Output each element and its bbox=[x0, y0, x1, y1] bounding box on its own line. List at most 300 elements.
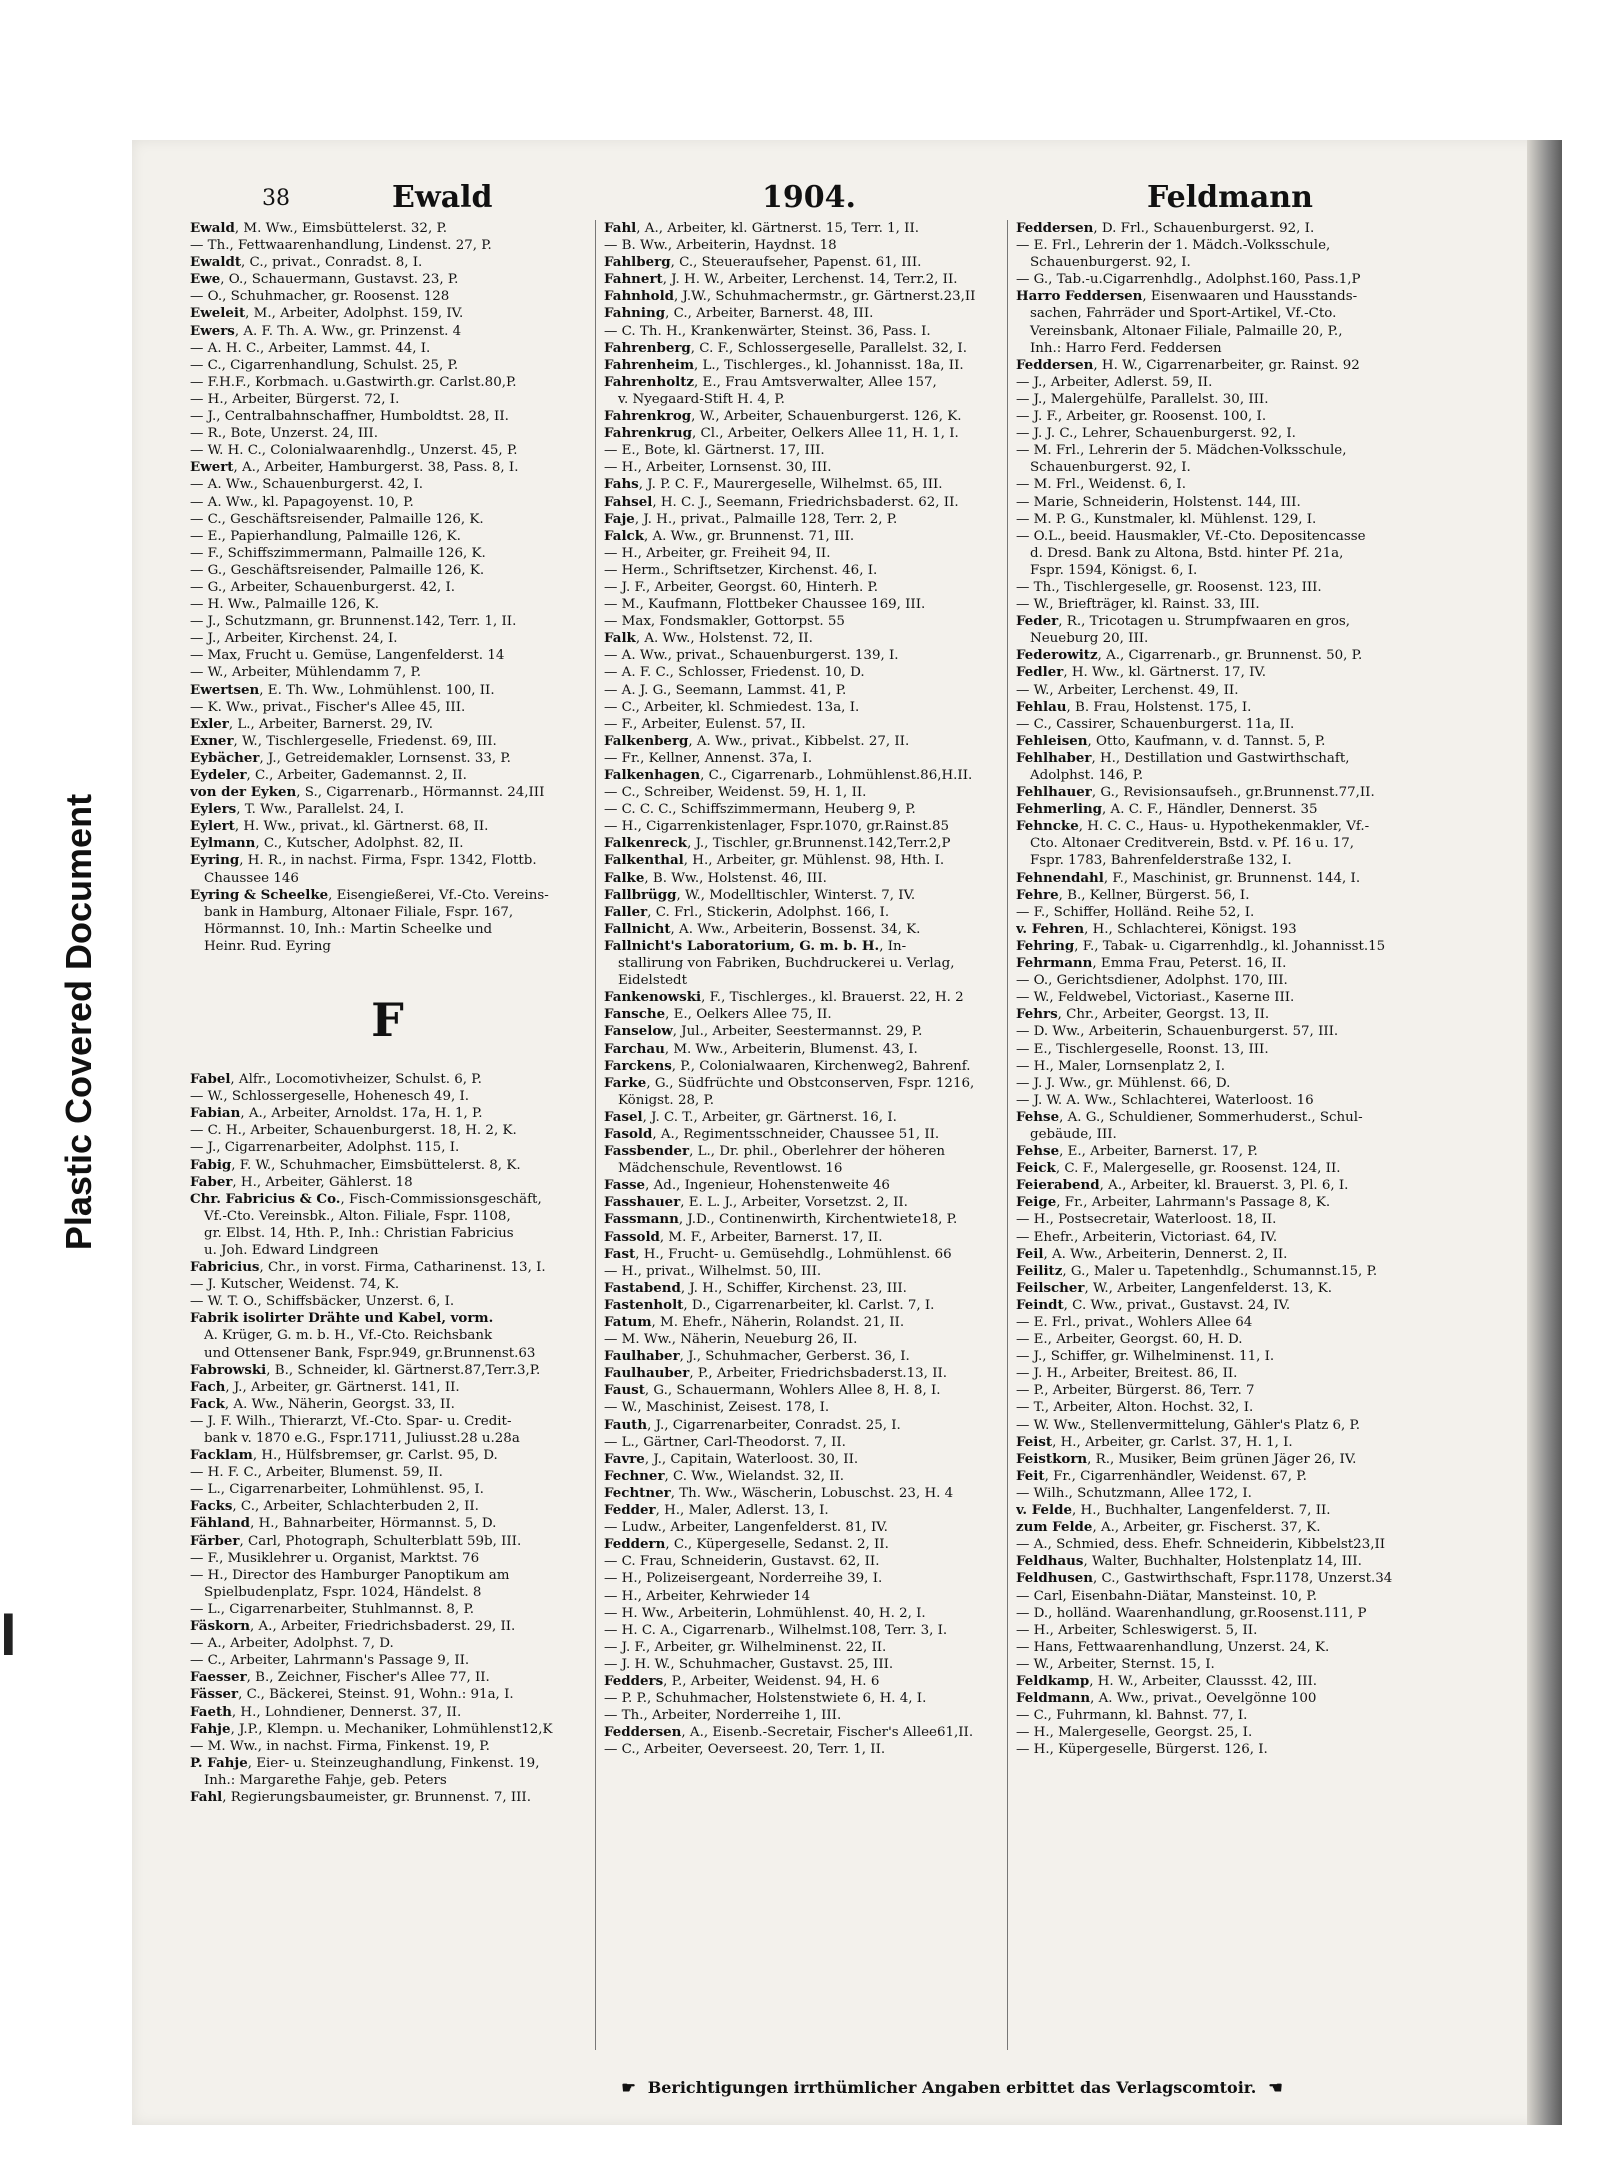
directory-entry bbox=[190, 750, 585, 767]
directory-entry bbox=[1016, 870, 1411, 887]
directory-entry bbox=[190, 1447, 585, 1464]
entry-details: , H., Hülfsbremser, gr. Carlst. 95, D. bbox=[252, 1448, 498, 1464]
entry-details: , Jul., Arbeiter, Seestermannst. 29, P. bbox=[672, 1024, 923, 1040]
entry-surname: Fauth bbox=[604, 1416, 648, 1433]
directory-entry bbox=[190, 1669, 585, 1686]
entry-details: , P., Arbeiter, Weidenst. 94, H. 6 bbox=[663, 1673, 880, 1689]
directory-entry bbox=[604, 1468, 999, 1485]
directory-entry bbox=[1016, 1690, 1411, 1707]
entry-surname: Harro Feddersen bbox=[1016, 288, 1143, 305]
entry-details: , J., Capitain, Waterloost. 30, II. bbox=[644, 1451, 859, 1467]
entry-surname: Fahrenkrug bbox=[604, 425, 692, 442]
entry-surname: Feldmann bbox=[1016, 1690, 1091, 1707]
entry-details: , J., Cigarrenarbeiter, Conradst. 25, I. bbox=[647, 1417, 901, 1433]
entry-continuation: sachen, Fahrräder und Sport-Artikel, Vf.-Cto. bbox=[1030, 306, 1337, 322]
page-footer bbox=[532, 2078, 1372, 2097]
entry-details: , H., Arbeiter, Gählerst. 18 bbox=[232, 1174, 413, 1190]
entry-details: , Eisenwaaren und Hausstands- bbox=[1142, 289, 1358, 305]
directory-entry bbox=[190, 1755, 585, 1772]
directory-subentry: — A. Ww., privat., Schauenburgerst. 139, I. bbox=[604, 648, 899, 664]
directory-entry bbox=[190, 767, 585, 784]
directory-entry bbox=[604, 989, 999, 1006]
entry-details: , H., Arbeiter, gr. Carlst. 37, H. 1, I. bbox=[1052, 1434, 1293, 1450]
column-left bbox=[190, 220, 585, 2050]
entry-details: , P., Arbeiter, Friedrichsbaderst.13, II. bbox=[689, 1366, 948, 1382]
entry-details: , G., Schauermann, Wohlers Allee 8, H. 8, I. bbox=[644, 1383, 941, 1399]
directory-entry bbox=[604, 852, 999, 869]
entry-details: , A. Ww., Näherin, Georgst. 33, II. bbox=[224, 1396, 455, 1412]
entry-surname: Fehnendahl bbox=[1016, 869, 1104, 886]
entry-details: , H. Ww., kl. Gärtnerst. 17, IV. bbox=[1063, 665, 1266, 681]
entry-details: , C. Frl., Stickerin, Adolphst. 166, I. bbox=[647, 904, 890, 920]
entry-surname: Fabian bbox=[190, 1105, 241, 1122]
directory-entry bbox=[1016, 818, 1411, 835]
entry-surname: Fahrenholtz bbox=[604, 373, 695, 390]
entry-details: , H., Maler, Adlerst. 13, I. bbox=[655, 1503, 829, 1519]
entry-surname: Fasse bbox=[604, 1177, 646, 1194]
directory-entry bbox=[604, 938, 999, 955]
directory-subentry: — W. H. C., Colonialwaarenhdlg., Unzerst. 45, P. bbox=[190, 443, 518, 459]
directory-subentry: — Herm., Schriftsetzer, Kirchenst. 46, I. bbox=[604, 562, 878, 578]
entry-details: , H., Bahnarbeiter, Hörmannst. 5, D. bbox=[250, 1516, 497, 1532]
entry-details: , A. Ww., gr. Brunnenst. 71, III. bbox=[643, 528, 855, 544]
directory-subentry: — G., Geschäftsreisender, Palmaille 126, K. bbox=[190, 562, 485, 578]
entry-surname: Färber bbox=[190, 1532, 240, 1549]
directory-entry bbox=[1016, 1502, 1411, 1519]
entry-surname: Fedder bbox=[604, 1502, 656, 1519]
entry-details: , C. F., Schlossergeselle, Parallelst. 32, I. bbox=[690, 340, 967, 356]
entry-surname: Falke bbox=[604, 869, 645, 886]
entry-details: , O., Schauermann, Gustavst. 23, P. bbox=[220, 272, 459, 288]
entry-details: , A., Arbeiter, kl. Gärtnerst. 15, Terr. 1, II. bbox=[636, 221, 919, 236]
directory-entry bbox=[604, 220, 999, 237]
year-heading: 1904. bbox=[762, 180, 856, 215]
entry-details: , Fr., Arbeiter, Lahrmann's Passage 8, K. bbox=[1056, 1195, 1331, 1211]
directory-entry bbox=[604, 767, 999, 784]
entry-continuation: Schauenburgerst. 92, I. bbox=[1030, 255, 1191, 271]
column-divider bbox=[595, 220, 596, 2050]
directory-entry bbox=[604, 1229, 999, 1246]
entry-details: , A. Ww., privat., Kibbelst. 27, II. bbox=[688, 733, 910, 749]
column-right bbox=[1016, 220, 1411, 2050]
directory-subentry: — Max, Frucht u. Gemüse, Langenfelderst. 14 bbox=[190, 648, 505, 664]
directory-entry bbox=[604, 1194, 999, 1211]
entry-surname: Falkenberg bbox=[604, 732, 689, 749]
entry-details: , B. Ww., Holstenst. 46, III. bbox=[644, 870, 827, 886]
directory-subentry: — H. Ww., Palmaille 126, K. bbox=[190, 597, 379, 613]
entry-surname: Chr. Fabricius & Co. bbox=[190, 1190, 341, 1207]
directory-entry bbox=[604, 1109, 999, 1126]
entry-details: , H. Ww., privat., kl. Gärtnerst. 68, II. bbox=[234, 819, 489, 835]
entry-details: , W., Arbeiter, Langenfelderst. 13, K. bbox=[1084, 1280, 1333, 1296]
directory-entry bbox=[1016, 1194, 1411, 1211]
entry-surname: Fahrenkrog bbox=[604, 408, 692, 425]
directory-subentry: — J., Malergehülfe, Parallelst. 30, III. bbox=[1016, 391, 1269, 407]
entry-surname: Exner bbox=[190, 732, 234, 749]
directory-subentry: — K. Ww., privat., Fischer's Allee 45, III. bbox=[190, 699, 466, 715]
entry-details: , Otto, Kaufmann, v. d. Tannst. 5, P. bbox=[1087, 733, 1326, 749]
entry-surname: Feilscher bbox=[1016, 1279, 1085, 1296]
entry-surname: Fehncke bbox=[1016, 818, 1079, 835]
directory-subentry: — J., Centralbahnschaffner, Humboldtst. 28, II. bbox=[190, 409, 509, 425]
entry-surname: Feddersen bbox=[1016, 220, 1094, 236]
entry-details: , M. Ww., Eimsbüttelerst. 32, P. bbox=[234, 221, 448, 236]
directory-entry bbox=[190, 323, 585, 340]
directory-subentry: — M. Frl., Lehrerin der 5. Mädchen-Volksschule, bbox=[1016, 443, 1347, 459]
directory-entry bbox=[1016, 733, 1411, 750]
entry-surname: Falk bbox=[604, 630, 636, 647]
entry-details: , Eier- u. Steinzeughandlung, Finkenst. 19, bbox=[247, 1755, 540, 1771]
entry-surname: Fehse bbox=[1016, 1143, 1060, 1160]
entry-surname: Fansche bbox=[604, 1006, 666, 1023]
directory-entry bbox=[604, 1126, 999, 1143]
entry-surname: Fallnicht bbox=[604, 920, 671, 937]
entry-details: , Carl, Photograph, Schulterblatt 59b, III. bbox=[239, 1533, 522, 1549]
directory-entry bbox=[190, 784, 585, 801]
directory-entry bbox=[1016, 699, 1411, 716]
directory-entry bbox=[190, 733, 585, 750]
directory-subentry: — T., Arbeiter, Alton. Hochst. 32, I. bbox=[1016, 1400, 1254, 1416]
entry-details: , A. Ww., Arbeiterin, Bossenst. 34, K. bbox=[670, 921, 921, 937]
entry-details: , G., Südfrüchte und Obstconserven, Fspr. 1216, bbox=[646, 1075, 975, 1091]
entry-continuation: gebäude, III. bbox=[1030, 1126, 1117, 1142]
entry-details: , Ad., Ingenieur, Hohenstenweite 46 bbox=[645, 1178, 890, 1194]
directory-entry bbox=[604, 835, 999, 852]
entry-surname: Feige bbox=[1016, 1194, 1057, 1211]
directory-entry bbox=[190, 1362, 585, 1379]
directory-entry bbox=[190, 1533, 585, 1550]
entry-surname: Ewers bbox=[190, 322, 235, 339]
entry-details: , A., Arbeiter, Hamburgerst. 38, Pass. 8, I. bbox=[233, 460, 519, 476]
entry-surname: Feddern bbox=[604, 1536, 666, 1553]
page-edge bbox=[1527, 140, 1562, 2125]
directory-entry bbox=[604, 1485, 999, 1502]
entry-details: , M., Arbeiter, Adolphst. 159, IV. bbox=[245, 306, 464, 322]
entry-details: , H., Arbeiter, gr. Mühlenst. 98, Hth. I. bbox=[683, 853, 945, 869]
directory-subentry: — Max, Fondsmakler, Gottorpst. 55 bbox=[604, 614, 845, 630]
entry-details: , C. Ww., Wielandst. 32, II. bbox=[664, 1468, 845, 1484]
entry-surname: Fahsel bbox=[604, 493, 653, 510]
entry-details: , G., Revisionsaufseh., gr.Brunnenst.77,II. bbox=[1091, 785, 1375, 801]
entry-details: , Th. Ww., Wäscherin, Lobuschst. 23, H. 4 bbox=[670, 1485, 954, 1501]
directory-subentry: — E., Arbeiter, Georgst. 60, H. D. bbox=[1016, 1332, 1243, 1348]
entry-details: , C., Cigarrenarb., Lohmühlenst.86,H.II. bbox=[700, 768, 973, 783]
directory-subentry: — J. Kutscher, Weidenst. 74, K. bbox=[190, 1277, 400, 1293]
entry-details: , H. C. C., Haus- u. Hypothekenmakler, Vf.- bbox=[1078, 819, 1370, 835]
directory-subentry: — A., Arbeiter, Adolphst. 7, D. bbox=[190, 1636, 394, 1652]
directory-entry bbox=[604, 1673, 999, 1690]
directory-subentry: — C., Arbeiter, Oeverseest. 20, Terr. 1, II. bbox=[604, 1742, 886, 1758]
directory-entry bbox=[190, 682, 585, 699]
entry-surname: Fahrenheim bbox=[604, 356, 695, 373]
directory-entry bbox=[190, 1789, 585, 1806]
directory-entry bbox=[190, 1618, 585, 1635]
directory-subentry: — H., Arbeiter, Bürgerst. 72, I. bbox=[190, 391, 400, 407]
entry-details: , H., Destillation und Gastwirthschaft, bbox=[1091, 750, 1350, 766]
directory-subentry: — C. Th. H., Krankenwärter, Steinst. 36, Pass. I. bbox=[604, 323, 931, 339]
directory-entry bbox=[1016, 1160, 1411, 1177]
entry-surname: von der Eyken bbox=[190, 784, 297, 801]
entry-details: , J. H., privat., Palmaille 128, Terr. 2, P. bbox=[634, 511, 898, 527]
directory-entry bbox=[1016, 921, 1411, 938]
directory-subentry: — M. Ww., Näherin, Neueburg 26, II. bbox=[604, 1332, 858, 1348]
directory-entry bbox=[190, 716, 585, 733]
directory-entry bbox=[604, 921, 999, 938]
section-letter: F bbox=[371, 993, 404, 1048]
directory-entry bbox=[1016, 1297, 1411, 1314]
entry-details: , R., Tricotagen u. Strumpfwaaren en gros, bbox=[1058, 614, 1351, 630]
directory-entry bbox=[1016, 784, 1411, 801]
entry-details: , A. G., Schuldiener, Sommerhuderst., Schul- bbox=[1059, 1109, 1363, 1125]
entry-details: , J., Arbeiter, gr. Gärtnerst. 141, II. bbox=[225, 1379, 460, 1395]
directory-entry bbox=[1016, 1519, 1411, 1536]
footer-note: Berichtigungen irrthümlicher Angaben erbittet das Verlagscomtoir. bbox=[647, 2078, 1257, 2097]
directory-entry bbox=[604, 288, 999, 305]
directory-entry bbox=[604, 476, 999, 493]
entry-details: , A. F. Th. A. Ww., gr. Prinzenst. 4 bbox=[234, 323, 462, 339]
entry-details: , G., Maler u. Tapetenhdlg., Schumannst.15, P. bbox=[1062, 1263, 1378, 1279]
entry-surname: Faulhaber bbox=[604, 1348, 680, 1365]
entry-details: , Regierungsbaumeister, gr. Brunnenst. 7, III. bbox=[222, 1789, 531, 1805]
entry-surname: Fassold bbox=[604, 1228, 660, 1245]
directory-subentry: — M., Kaufmann, Flottbeker Chaussee 169, III. bbox=[604, 597, 926, 613]
directory-subentry: — Ehefr., Arbeiterin, Victoriast. 64, IV. bbox=[1016, 1229, 1278, 1245]
entry-continuation: Heinr. Rud. Eyring bbox=[204, 938, 331, 954]
directory-entry bbox=[604, 305, 999, 322]
entry-surname: Feldkamp bbox=[1016, 1672, 1090, 1689]
entry-surname: zum Felde bbox=[1016, 1519, 1093, 1536]
entry-details: , C. Ww., privat., Gustavst. 24, IV. bbox=[1063, 1297, 1291, 1313]
entry-details: , A., Arbeiter, Arnoldst. 17a, H. 1, P. bbox=[240, 1106, 483, 1122]
entry-surname: Ewert bbox=[190, 459, 234, 476]
directory-subentry: — J. F. Wilh., Thierarzt, Vf.-Cto. Spar- u. Credit- bbox=[190, 1413, 512, 1429]
entry-details: , F., Maschinist, gr. Brunnenst. 144, I. bbox=[1103, 870, 1361, 886]
directory-entry bbox=[190, 835, 585, 852]
directory-subentry: — A. Ww., kl. Papagoyenst. 10, P. bbox=[190, 494, 414, 510]
directory-subentry: — W., Arbeiter, Sternst. 15, I. bbox=[1016, 1656, 1215, 1672]
entry-details: , C., privat., Conradst. 8, I. bbox=[241, 255, 423, 271]
entry-surname: Fankenowski bbox=[604, 989, 702, 1006]
directory-entry bbox=[604, 1365, 999, 1382]
directory-entry bbox=[1016, 1673, 1411, 1690]
entry-surname: Fehlhaber bbox=[1016, 749, 1092, 766]
directory-subentry: — B. Ww., Arbeiterin, Haydnst. 18 bbox=[604, 238, 837, 254]
entry-surname: Fabel bbox=[190, 1071, 231, 1088]
entry-surname: Feindt bbox=[1016, 1296, 1064, 1313]
entry-details: , H. C. J., Seemann, Friedrichsbaderst. 62, II. bbox=[652, 494, 959, 510]
entry-details: , C., Arbeiter, Gademannst. 2, II. bbox=[246, 768, 467, 783]
entry-details: , J. H. W., Arbeiter, Lerchenst. 14, Terr.2, II. bbox=[662, 272, 958, 288]
directory-subentry: — H., Polizeisergeant, Norderreihe 39, I. bbox=[604, 1571, 883, 1587]
directory-entry bbox=[604, 494, 999, 511]
directory-entry bbox=[190, 801, 585, 818]
entry-surname: Fabrowski bbox=[190, 1361, 267, 1378]
directory-subentry: — F., Arbeiter, Eulenst. 57, II. bbox=[604, 716, 806, 732]
entry-details: , E., Oelkers Allee 75, II. bbox=[665, 1007, 832, 1023]
directory-entry bbox=[1016, 1468, 1411, 1485]
directory-entry bbox=[190, 1396, 585, 1413]
document-cover-label: Plastic Covered Document bbox=[58, 793, 99, 1251]
entry-surname: Fasold bbox=[604, 1125, 653, 1142]
entry-continuation: gr. Elbst. 14, Hth. P., Inh.: Christian Fabricius bbox=[204, 1225, 514, 1241]
directory-subentry: — Th., Tischlergeselle, gr. Roosenst. 123, III. bbox=[1016, 579, 1322, 595]
directory-subentry: — J., Schutzmann, gr. Brunnenst.142, Terr. 1, II. bbox=[190, 614, 517, 630]
entry-surname: Eylert bbox=[190, 818, 235, 835]
directory-subentry: — H., privat., Wilhelmst. 50, III. bbox=[604, 1263, 822, 1279]
document-page bbox=[132, 140, 1562, 2125]
directory-subentry: — Th., Fettwaarenhandlung, Lindenst. 27, P. bbox=[190, 238, 492, 254]
entry-details: , E., Arbeiter, Barnerst. 17, P. bbox=[1059, 1144, 1258, 1160]
entry-continuation: bank in Hamburg, Altonaer Filiale, Fspr. 167, bbox=[204, 904, 514, 920]
directory-entry bbox=[604, 1177, 999, 1194]
directory-entry bbox=[190, 305, 585, 322]
entry-details: , Fr., Cigarrenhändler, Weidenst. 67, P. bbox=[1044, 1468, 1307, 1484]
column-left-before bbox=[190, 220, 585, 955]
entry-surname: Feil bbox=[1016, 1245, 1044, 1262]
entry-surname: Fehleisen bbox=[1016, 732, 1088, 749]
entry-details: , A., Arbeiter, gr. Fischerst. 37, K. bbox=[1092, 1520, 1321, 1536]
directory-entry bbox=[1016, 647, 1411, 664]
entry-details: , L., Arbeiter, Barnerst. 29, IV. bbox=[228, 716, 433, 732]
directory-subentry: — H., Arbeiter, Schleswigerst. 5, II. bbox=[1016, 1622, 1258, 1638]
directory-entry bbox=[604, 1075, 999, 1092]
entry-surname: Eylers bbox=[190, 801, 237, 818]
directory-subentry: — H., Arbeiter, gr. Freiheit 94, II. bbox=[604, 545, 831, 561]
entry-continuation: Adolphst. 146, P. bbox=[1030, 768, 1144, 783]
directory-subentry: — W., Briefträger, kl. Rainst. 33, III. bbox=[1016, 597, 1260, 613]
directory-subentry: — W., Maschinist, Zeisest. 178, I. bbox=[604, 1400, 830, 1416]
entry-surname: Farckens bbox=[604, 1057, 672, 1074]
directory-entry bbox=[190, 1191, 585, 1208]
entry-details: , P., Colonialwaaren, Kirchenweg2, Bahrenf. bbox=[671, 1058, 971, 1074]
entry-surname: Fehre bbox=[1016, 886, 1059, 903]
directory-subentry: — J. H., Arbeiter, Breitest. 86, II. bbox=[1016, 1366, 1238, 1382]
directory-subentry: — W. T. O., Schiffsbäcker, Unzerst. 6, I. bbox=[190, 1294, 455, 1310]
entry-continuation: Neueburg 20, III. bbox=[1030, 631, 1149, 647]
entry-continuation: v. Nyegaard-Stift H. 4, P. bbox=[618, 391, 785, 407]
entry-surname: Faeth bbox=[190, 1703, 232, 1720]
directory-entry bbox=[1016, 887, 1411, 904]
directory-subentry: — E. Frl., privat., Wohlers Allee 64 bbox=[1016, 1315, 1253, 1330]
entry-details: , Chr., Arbeiter, Georgst. 13, II. bbox=[1057, 1007, 1270, 1023]
directory-subentry: — C., Cassirer, Schauenburgerst. 11a, II. bbox=[1016, 716, 1295, 732]
directory-entry bbox=[604, 1314, 999, 1331]
directory-entry bbox=[604, 1382, 999, 1399]
directory-entry bbox=[604, 1246, 999, 1263]
entry-surname: Fahning bbox=[604, 305, 666, 322]
entry-surname: Fehmerling bbox=[1016, 801, 1103, 818]
directory-entry bbox=[190, 1259, 585, 1276]
entry-continuation: Chaussee 146 bbox=[204, 870, 299, 886]
directory-entry bbox=[604, 1536, 999, 1553]
entry-surname: Faller bbox=[604, 903, 648, 920]
entry-surname: Faber bbox=[190, 1173, 233, 1190]
directory-entry bbox=[1016, 1263, 1411, 1280]
entry-surname: v. Fehren bbox=[1016, 920, 1085, 937]
directory-subentry: — J. H. W., Schuhmacher, Gustavst. 25, III. bbox=[604, 1656, 894, 1672]
entry-surname: Fallnicht's Laboratorium, G. m. b. H. bbox=[604, 937, 880, 954]
directory-subentry: — J. F., Arbeiter, gr. Roosenst. 100, I. bbox=[1016, 409, 1267, 425]
entry-details: , Emma Frau, Peterst. 16, II. bbox=[1092, 956, 1287, 972]
directory-entry bbox=[604, 1297, 999, 1314]
entry-details: , C., Küpergeselle, Sedanst. 2, II. bbox=[665, 1537, 889, 1553]
directory-entry bbox=[190, 887, 585, 904]
directory-entry bbox=[604, 374, 999, 391]
directory-entry bbox=[1016, 938, 1411, 955]
entry-surname: Feist bbox=[1016, 1433, 1053, 1450]
entry-surname: Fehse bbox=[1016, 1108, 1060, 1125]
entry-surname: Fedler bbox=[1016, 664, 1064, 681]
directory-subentry: — G., Tab.-u.Cigarrenhdlg., Adolphst.160, Pass.1,P bbox=[1016, 272, 1361, 288]
directory-entry bbox=[1016, 1177, 1411, 1194]
entry-surname: Fechtner bbox=[604, 1484, 671, 1501]
directory-subentry: — H., Cigarrenkistenlager, Fspr.1070, gr.Rainst.85 bbox=[604, 819, 950, 835]
entry-details: , In- bbox=[879, 938, 907, 954]
directory-entry bbox=[604, 1023, 999, 1040]
entry-details: , B., Zeichner, Fischer's Allee 77, II. bbox=[246, 1670, 490, 1686]
entry-continuation: Vereinsbank, Altonaer Filiale, Palmaille 20, P., bbox=[1030, 323, 1343, 339]
entry-surname: Fahrenberg bbox=[604, 339, 691, 356]
directory-entry bbox=[604, 1058, 999, 1075]
entry-details: , M. Ww., Arbeiterin, Blumenst. 43, I. bbox=[664, 1041, 918, 1057]
directory-subentry: — E. Frl., Lehrerin der 1. Mädch.-Volksschule, bbox=[1016, 238, 1331, 254]
entry-details: , H., Frucht- u. Gemüsehdlg., Lohmühlenst. 66 bbox=[635, 1246, 952, 1262]
entry-details: , Chr., in vorst. Firma, Catharinenst. 13, I. bbox=[259, 1260, 546, 1276]
directory-entry bbox=[604, 1502, 999, 1519]
directory-subentry: — L., Gärtner, Carl-Theodorst. 7, II. bbox=[604, 1434, 846, 1450]
directory-entry bbox=[190, 459, 585, 476]
directory-entry bbox=[604, 511, 999, 528]
directory-subentry: — Th., Arbeiter, Norderreihe 1, III. bbox=[604, 1708, 842, 1724]
entry-surname: Ewertsen bbox=[190, 681, 260, 698]
entry-details: , A., Arbeiter, kl. Brauerst. 3, Pl. 6, I. bbox=[1099, 1178, 1349, 1194]
entry-surname: Feldhusen bbox=[1016, 1570, 1094, 1587]
entry-continuation: Schauenburgerst. 92, I. bbox=[1030, 460, 1191, 476]
directory-entry bbox=[1016, 750, 1411, 767]
directory-subentry: — Fr., Kellner, Annenst. 37a, I. bbox=[604, 750, 813, 766]
entry-continuation: stallirung von Fabriken, Buchdruckerei u. Verlag, bbox=[618, 956, 955, 972]
directory-subentry: — H., Postsecretair, Waterloost. 18, II. bbox=[1016, 1212, 1277, 1228]
directory-entry bbox=[604, 1417, 999, 1434]
entry-details: , H. W., Arbeiter, Claussst. 42, III. bbox=[1089, 1673, 1318, 1689]
entry-details: , C., Gastwirthschaft, Fspr.1178, Unzerst.34 bbox=[1093, 1571, 1393, 1587]
entry-surname: Fahlberg bbox=[604, 254, 671, 271]
entry-details: , C. F., Malergeselle, gr. Roosenst. 124, II. bbox=[1055, 1161, 1341, 1177]
entry-details: , H., Buchhalter, Langenfelderst. 7, II. bbox=[1072, 1503, 1331, 1519]
entry-details: , H. W., Cigarrenarbeiter, gr. Rainst. 92 bbox=[1093, 357, 1360, 373]
directory-entry bbox=[1016, 801, 1411, 818]
entry-details: , Fisch-Commissionsgeschäft, bbox=[340, 1191, 542, 1207]
directory-entry bbox=[604, 1143, 999, 1160]
directory-entry bbox=[1016, 1109, 1411, 1126]
entry-surname: Feldhaus bbox=[1016, 1553, 1084, 1570]
entry-continuation: und Ottensener Bank, Fspr.949, gr.Brunnenst.63 bbox=[204, 1345, 536, 1361]
directory-entry bbox=[604, 870, 999, 887]
directory-subentry: — Carl, Eisenbahn-Diätar, Mansteinst. 10, P. bbox=[1016, 1588, 1317, 1604]
entry-details: , J., Getreidemakler, Lornsenst. 33, P. bbox=[259, 750, 511, 766]
entry-surname: Fabrik isolirter Drähte und Kabel, vorm. bbox=[190, 1310, 494, 1327]
directory-entry bbox=[190, 1498, 585, 1515]
entry-details: , J., Schuhmacher, Gerberst. 36, I. bbox=[679, 1349, 910, 1365]
side-mark: I bbox=[0, 1601, 17, 1668]
directory-subentry: — F., Musiklehrer u. Organist, Marktst. 76 bbox=[190, 1550, 480, 1566]
entry-continuation: Fspr. 1594, Königst. 6, I. bbox=[1030, 562, 1198, 578]
entry-details: , A. Ww., Arbeiterin, Dennerst. 2, II. bbox=[1043, 1246, 1288, 1262]
entry-surname: Ewald bbox=[190, 220, 235, 236]
entry-continuation: Königst. 28, P. bbox=[618, 1092, 715, 1108]
entry-surname: Fatum bbox=[604, 1314, 652, 1330]
entry-continuation: Cto. Altonaer Creditverein, Bstd. v. Pf. 16 u. 17, bbox=[1030, 836, 1354, 852]
